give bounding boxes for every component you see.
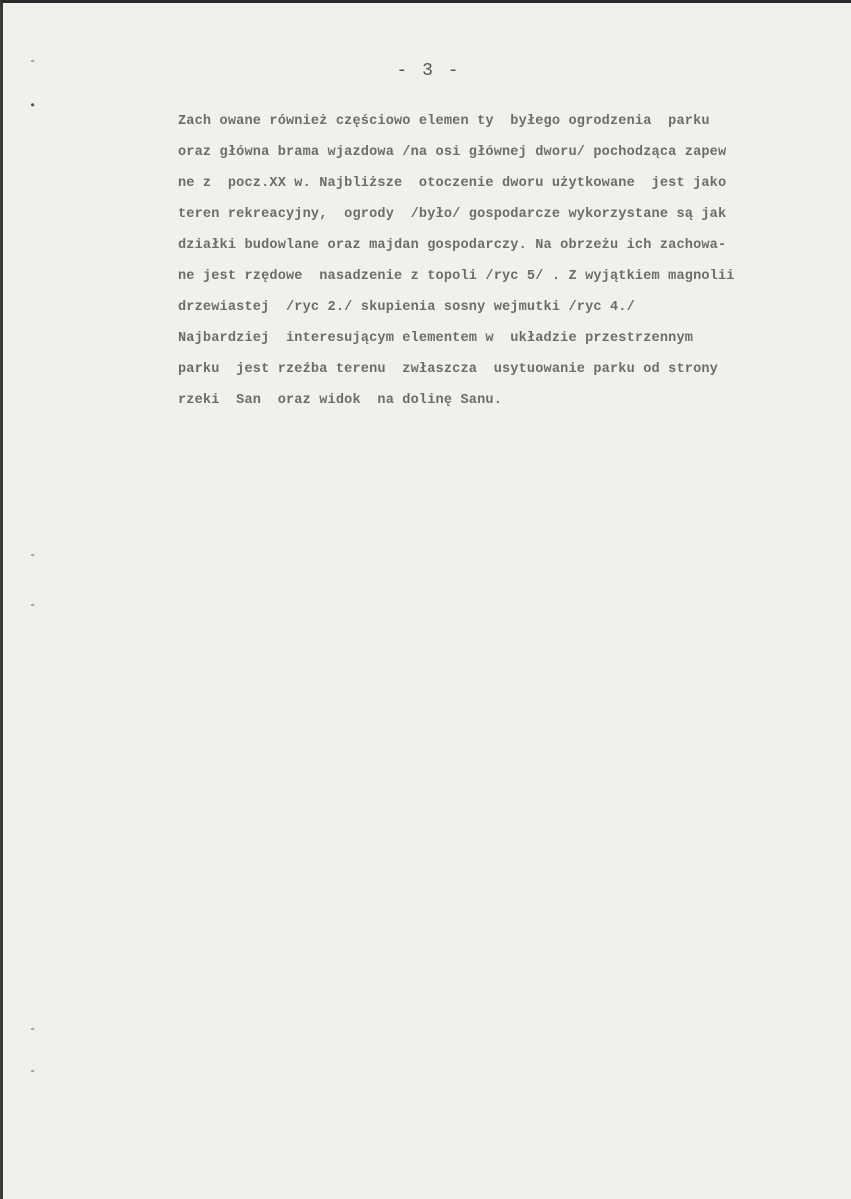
text-line: ne z pocz.XX w. Najbliższe otoczenie dworu użytkowane jest jako: [178, 176, 727, 191]
page-number: - 3 -: [396, 61, 461, 81]
text-line: ne jest rzędowe nasadzenie z topoli /ryc 5/ . Z wyjątkiem magnolii: [178, 269, 735, 284]
text-line: teren rekreacyjny, ogrody /było/ gospodarcze wykorzystane są jak: [178, 207, 727, 222]
margin-mark: -: [29, 548, 37, 562]
text-line: drzewiastej /ryc 2./ skupienia sosny wejmutki /ryc 4./: [178, 300, 635, 315]
text-line: Najbardziej interesującym elementem w układzie przestrzennym: [178, 331, 694, 346]
text-line: parku jest rzeźba terenu zwłaszcza usytuowanie parku od strony: [178, 362, 718, 377]
margin-mark: •: [29, 99, 37, 113]
margin-mark: -: [29, 1022, 37, 1036]
margin-mark: -: [29, 598, 37, 612]
text-line: oraz główna brama wjazdowa /na osi głównej dworu/ pochodząca zapew: [178, 145, 727, 160]
text-line: Zach owane również częściowo elemen ty byłego ogrodzenia parku: [178, 114, 710, 129]
body-paragraph: [178, 106, 850, 416]
margin-mark: -: [29, 1064, 37, 1078]
text-line: działki budowlane oraz majdan gospodarczy. Na obrzeżu ich zachowa-: [178, 238, 727, 253]
margin-mark: -: [29, 54, 37, 68]
text-line: rzeki San oraz widok na dolinę Sanu.: [178, 393, 502, 408]
